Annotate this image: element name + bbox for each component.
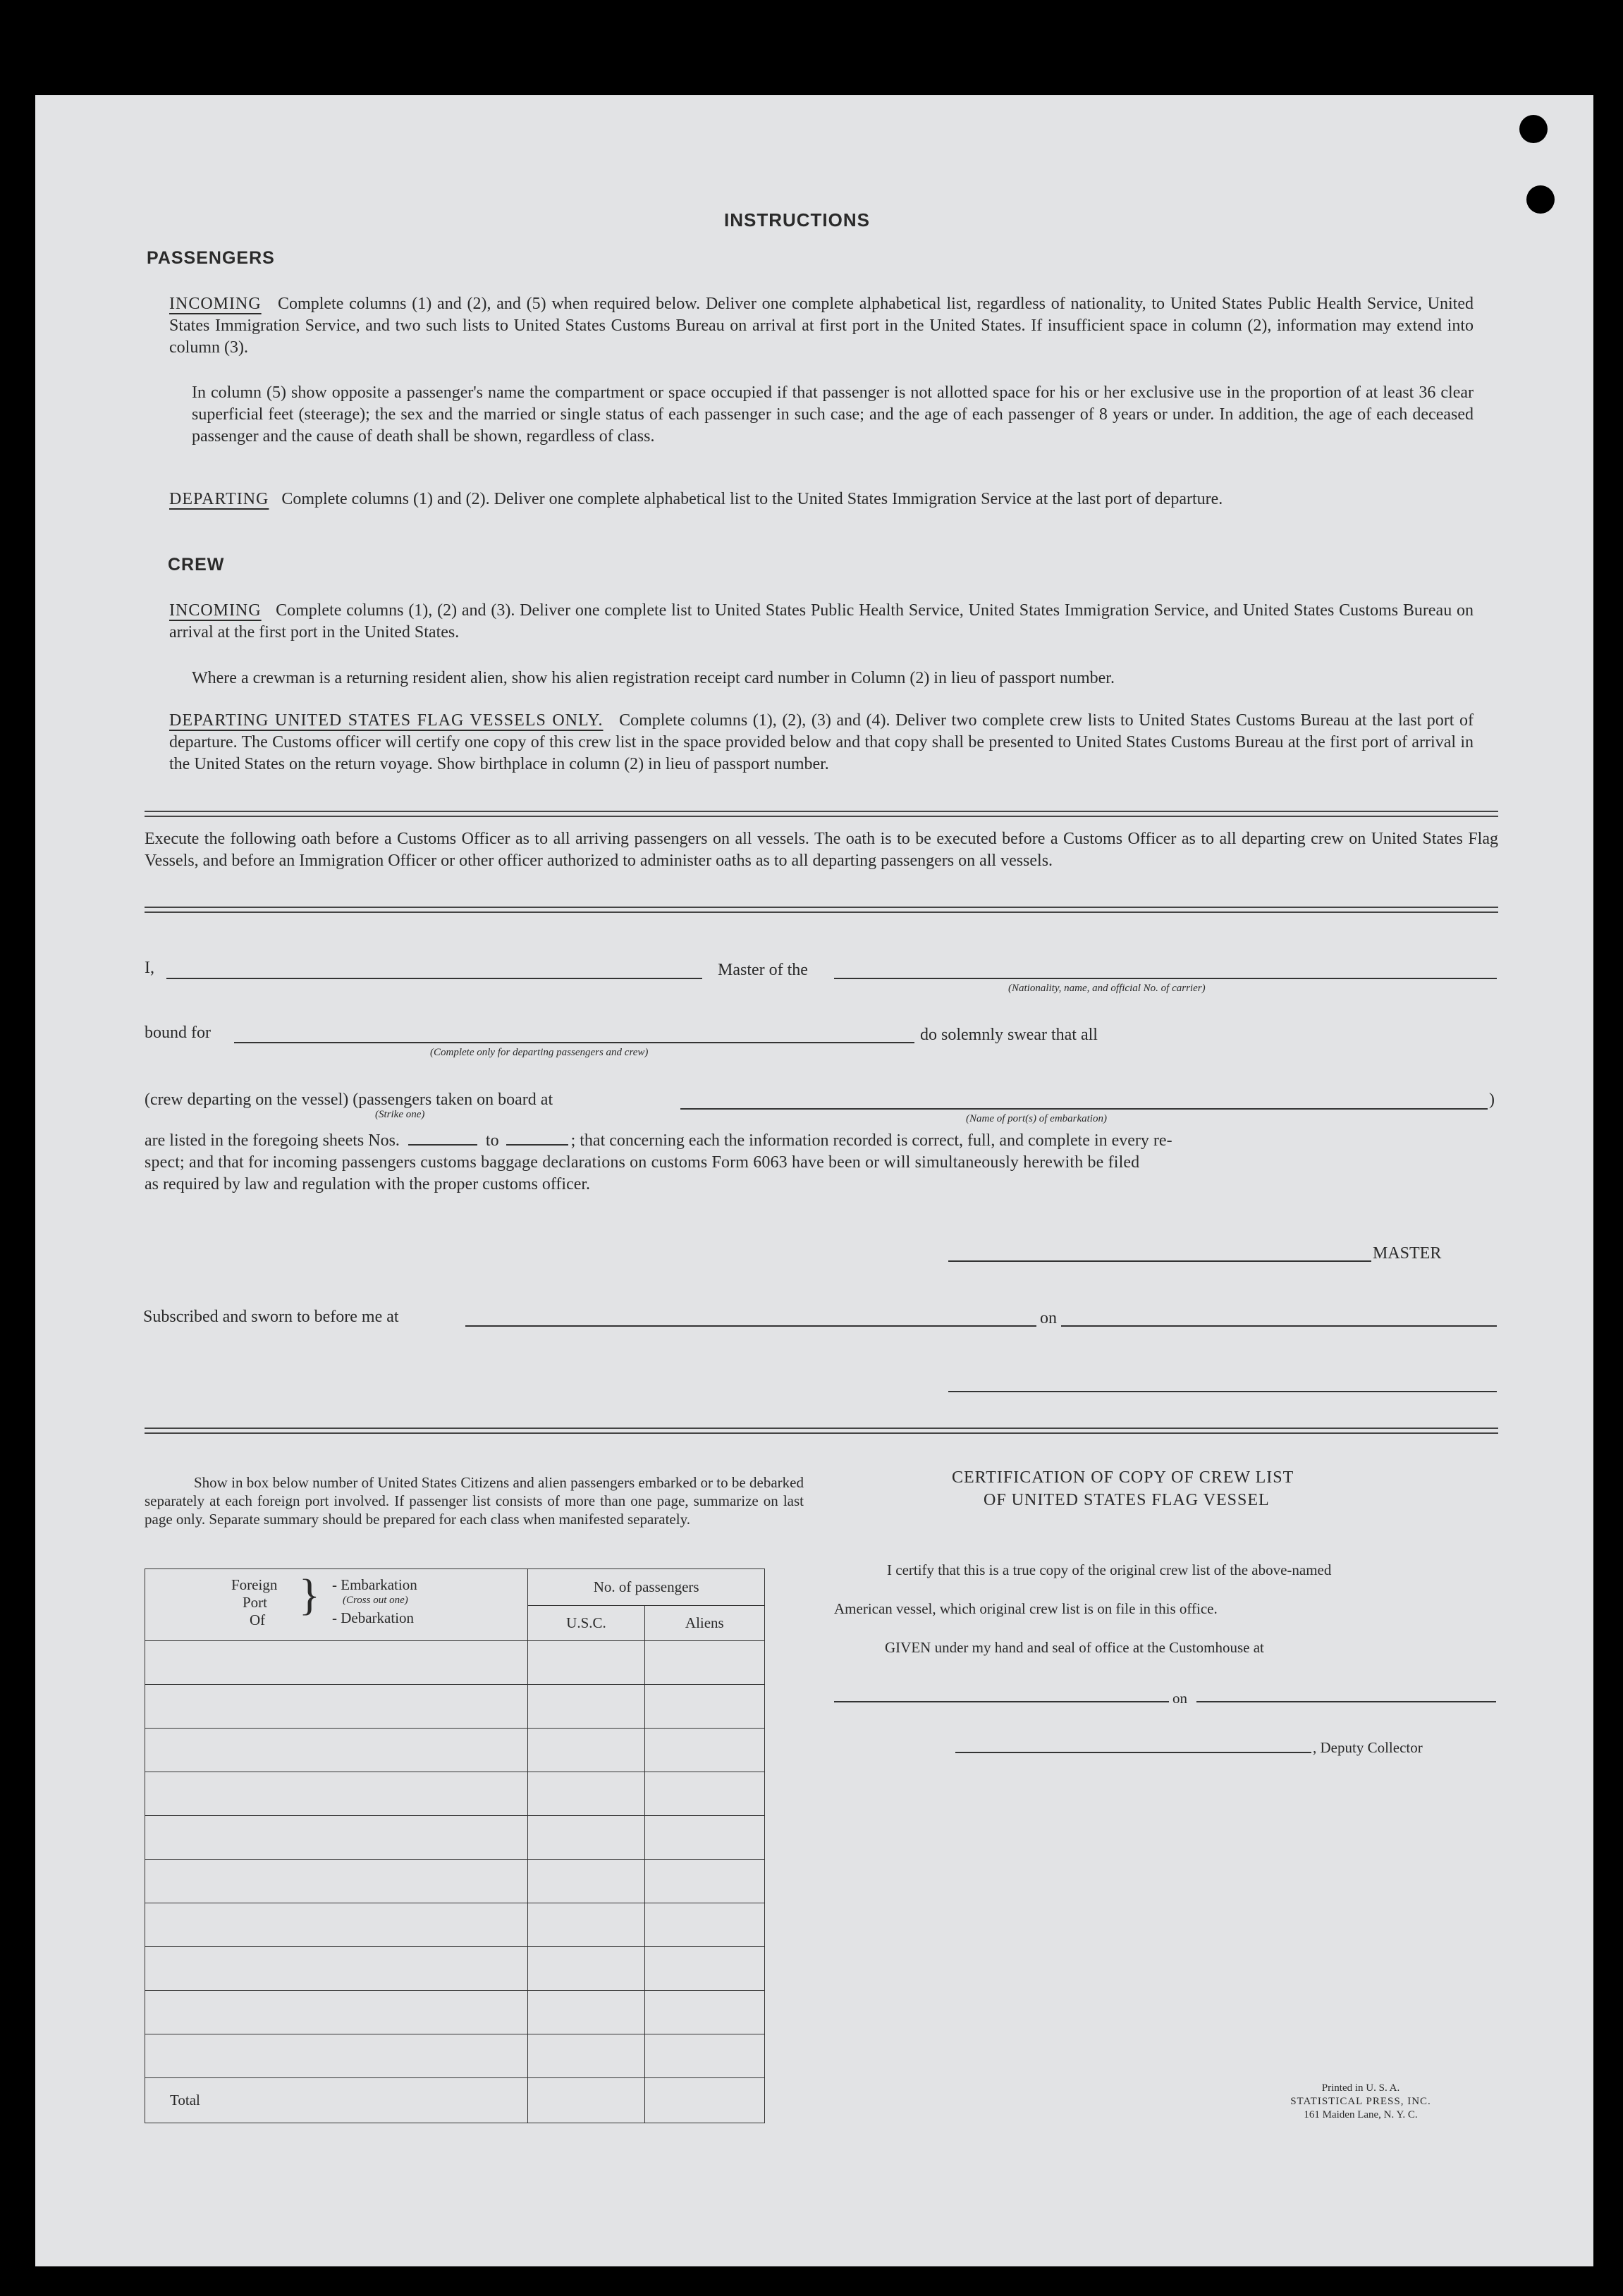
oath-bound-for-label: bound for (145, 1024, 211, 1042)
master-signature-field[interactable] (948, 1260, 1371, 1262)
crew-resident-paragraph: Where a crewman is a returning resident alien, show his alien registration receipt card number in Column (2) in lieu of passport number. (192, 669, 1115, 687)
officer-signature-field[interactable] (948, 1391, 1497, 1392)
passengers-incoming-text: Complete columns (1) and (2), and (5) when required below. Deliver one complete alphabetical list, regardless of nationality, to United States Public Health Service, United States Immigration Service, and two such lists to United States Customs Bureau on arrival at first port in the United States. If insufficient space in column (2), information may extend into column (3). (169, 295, 1474, 357)
aliens-cell[interactable] (644, 1685, 764, 1729)
oath-master-of-label: Master of the (718, 961, 808, 979)
sheet-from-field[interactable] (408, 1144, 477, 1146)
crew-incoming-label: INCOMING (169, 601, 262, 620)
port-cell[interactable] (145, 2034, 528, 2078)
oath-listed-line1 (145, 1131, 1172, 1150)
table-row (145, 1772, 765, 1816)
brace-icon: } (299, 1571, 320, 1619)
oath-intro: Execute the following oath before a Customs Officer as to all arriving passengers on all vessels. The oath is to be executed before a Customs Officer as to all departing crew on United States Flag Vessels, and before an Immigration Officer or other officer authorized to administer oaths as to all departing passengers on all vessels. (145, 830, 1498, 870)
port-cell[interactable] (145, 1641, 528, 1685)
port-cell[interactable] (145, 1772, 528, 1816)
divider-bottom (145, 1428, 1498, 1434)
deputy-collector-label: , Deputy Collector (1313, 1739, 1423, 1756)
port-header-cell (145, 1569, 528, 1641)
usc-cell[interactable] (528, 1991, 644, 2034)
carrier-field[interactable] (834, 978, 1497, 979)
aliens-cell[interactable] (644, 1991, 764, 2034)
divider-oath (145, 907, 1498, 913)
certification-line1: I certify that this is a true copy of the original crew list of the above-named (887, 1561, 1332, 1578)
punch-hole-second (1526, 185, 1555, 214)
table-row (145, 1641, 765, 1685)
table-row (145, 1903, 765, 1947)
table-row (145, 2034, 765, 2078)
crew-heading: CREW (168, 555, 225, 575)
aliens-header: Aliens (644, 1606, 764, 1641)
crew-departing-text: Complete columns (1), (2), (3) and (4). Deliver two complete crew lists to United States Customs Bureau at the last port of departure. The Customs officer will certify one copy of this crew list in the space provided below and that copy shall be presented to United States Customs Bureau at the first port of arrival in the United States on the return voyage. Show birthplace in column (2) in lieu of passport number. (169, 711, 1474, 773)
table-row (145, 1816, 765, 1860)
usc-cell[interactable] (528, 1729, 644, 1772)
certification-given: GIVEN under my hand and seal of office at the Customhouse at (885, 1639, 1264, 1656)
page-title: INSTRUCTIONS (724, 209, 870, 231)
oath-listed-line3: as required by law and regulation with the proper customs officer. (145, 1175, 591, 1193)
crew-departing-paragraph (169, 710, 1474, 775)
punch-hole-top (1519, 115, 1548, 143)
aliens-cell[interactable] (644, 1860, 764, 1903)
passengers-departing-text: Complete columns (1) and (2). Deliver one complete alphabetical list to the United States Immigration Service at the last port of departure. (281, 490, 1223, 508)
certification-title-line1: CERTIFICATION OF COPY OF CREW LIST (952, 1468, 1294, 1487)
table-row (145, 1729, 765, 1772)
subscribed-label: Subscribed and sworn to before me at (143, 1308, 399, 1326)
oath-close-paren: ) (1489, 1091, 1495, 1109)
passengers-departing-label: DEPARTING (169, 490, 269, 508)
crew-incoming-paragraph (169, 600, 1474, 644)
debarkation-label: - Debarkation (332, 1609, 415, 1626)
usc-cell[interactable] (528, 1816, 644, 1860)
subscribed-date-field[interactable] (1061, 1325, 1497, 1327)
oath-listed-line2: spect; and that for incoming passengers customs baggage declarations on customs Form 6063 have been or will simultaneously herewith be filed (145, 1153, 1140, 1172)
embarkation-label: - Embarkation (332, 1576, 417, 1593)
sheet-to-field[interactable] (506, 1144, 568, 1146)
certification-title-line2: OF UNITED STATES FLAG VESSEL (984, 1491, 1270, 1509)
table-row (145, 1685, 765, 1729)
subscribed-place-field[interactable] (465, 1325, 1036, 1327)
port-cell[interactable] (145, 1947, 528, 1991)
strike-caption: (Strike one) (375, 1109, 425, 1120)
table-row (145, 1947, 765, 1991)
usc-cell[interactable] (528, 2034, 644, 2078)
passengers-incoming-label: INCOMING (169, 295, 262, 313)
subscribed-on-label: on (1040, 1309, 1057, 1327)
table-row (145, 1860, 765, 1903)
aliens-cell[interactable] (644, 1816, 764, 1860)
usc-cell[interactable] (528, 1903, 644, 1947)
certification-date-field[interactable] (1196, 1701, 1496, 1702)
usc-cell[interactable] (528, 1685, 644, 1729)
aliens-cell[interactable] (644, 1772, 764, 1816)
customhouse-field[interactable] (834, 1701, 1169, 1702)
total-usc-cell[interactable] (528, 2078, 644, 2123)
master-name-field[interactable] (166, 978, 702, 979)
bound-for-field[interactable] (234, 1042, 914, 1043)
port-cell[interactable] (145, 1685, 528, 1729)
oath-listed-rest: ; that concerning each the information recorded is correct, full, and complete in every re- (570, 1131, 1172, 1150)
usc-header: U.S.C. (528, 1606, 644, 1641)
passengers-heading: PASSENGERS (147, 248, 275, 268)
carrier-caption: (Nationality, name, and official No. of carrier) (1008, 983, 1206, 994)
usc-cell[interactable] (528, 1860, 644, 1903)
port-cell[interactable] (145, 1816, 528, 1860)
aliens-cell[interactable] (644, 1947, 764, 1991)
oath-listed-prefix: are listed in the foregoing sheets Nos. (145, 1131, 400, 1150)
crew-departing-label: DEPARTING UNITED STATES FLAG VESSELS ONLY. (169, 711, 604, 730)
port-header-foreign: Foreign (231, 1576, 278, 1593)
divider-top (145, 811, 1498, 817)
aliens-cell[interactable] (644, 1641, 764, 1685)
port-cell[interactable] (145, 1860, 528, 1903)
passenger-summary-table (145, 1568, 765, 2123)
port-cell[interactable] (145, 1729, 528, 1772)
port-header-of: Of (250, 1612, 266, 1628)
printer-line1: Printed in U. S. A. (1321, 2082, 1400, 2094)
passengers-incoming-paragraph (169, 293, 1474, 359)
oath-listed-to: to (485, 1131, 499, 1150)
complete-caption: (Complete only for departing passengers and crew) (430, 1047, 649, 1058)
cross-out-caption: (Cross out one) (343, 1595, 408, 1606)
port-cell[interactable] (145, 1903, 528, 1947)
passengers-header-cell: No. of passengers (528, 1569, 765, 1606)
port-cell[interactable] (145, 1991, 528, 2034)
total-label: Total (145, 2078, 528, 2123)
aliens-cell[interactable] (644, 1729, 764, 1772)
usc-cell[interactable] (528, 1947, 644, 1991)
crew-incoming-text: Complete columns (1), (2) and (3). Deliver one complete list to United States Public Health Service, United States Immigration Service, and United States Customs Bureau on arrival at the first port in the United States. (169, 601, 1474, 641)
ports-embarkation-field[interactable] (680, 1108, 1488, 1110)
form-sheet (35, 95, 1593, 2266)
usc-cell[interactable] (528, 1772, 644, 1816)
master-label: MASTER (1373, 1244, 1442, 1263)
printer-line3: 161 Maiden Lane, N. Y. C. (1304, 2109, 1418, 2120)
aliens-cell[interactable] (644, 1903, 764, 1947)
passengers-departing-paragraph (169, 489, 1474, 510)
aliens-cell[interactable] (644, 2034, 764, 2078)
oath-i-label: I, (145, 959, 154, 977)
passengers-column5-paragraph: In column (5) show opposite a passenger's name the compartment or space occupied if that passenger is not allotted space for his or her exclusive use in the proportion of at least 36 clear superficial feet (steerage); the sex and the married or single status of each passenger in such case; and the age of each passenger of 8 years or under. In addition, the age of each deceased passenger and the cause of death shall be shown, regardless of class. (192, 383, 1474, 446)
summary-note: Show in box below number of United States Citizens and alien passengers embarked or to be debarked separately at each foreign port involved. If passenger list consists of more than one page, summarize on last page only. Separate summary should be prepared for each class when manifested separately. (145, 1474, 804, 1528)
total-aliens-cell[interactable] (644, 2078, 764, 2123)
total-row (145, 2078, 765, 2123)
usc-cell[interactable] (528, 1641, 644, 1685)
ports-caption: (Name of port(s) of embarkation) (966, 1113, 1107, 1124)
table-row (145, 1991, 765, 2034)
certification-line2: American vessel, which original crew list is on file in this office. (834, 1600, 1218, 1617)
certification-on-label: on (1172, 1690, 1187, 1707)
printer-line2: STATISTICAL PRESS, INC. (1290, 2096, 1431, 2107)
port-header-port: Port (243, 1594, 268, 1611)
oath-strike-text: (crew departing on the vessel) (passengers taken on board at (145, 1091, 553, 1109)
oath-swear-label: do solemnly swear that all (920, 1026, 1098, 1044)
printer-imprint (1220, 2082, 1502, 2122)
deputy-signature-field[interactable] (955, 1752, 1311, 1753)
